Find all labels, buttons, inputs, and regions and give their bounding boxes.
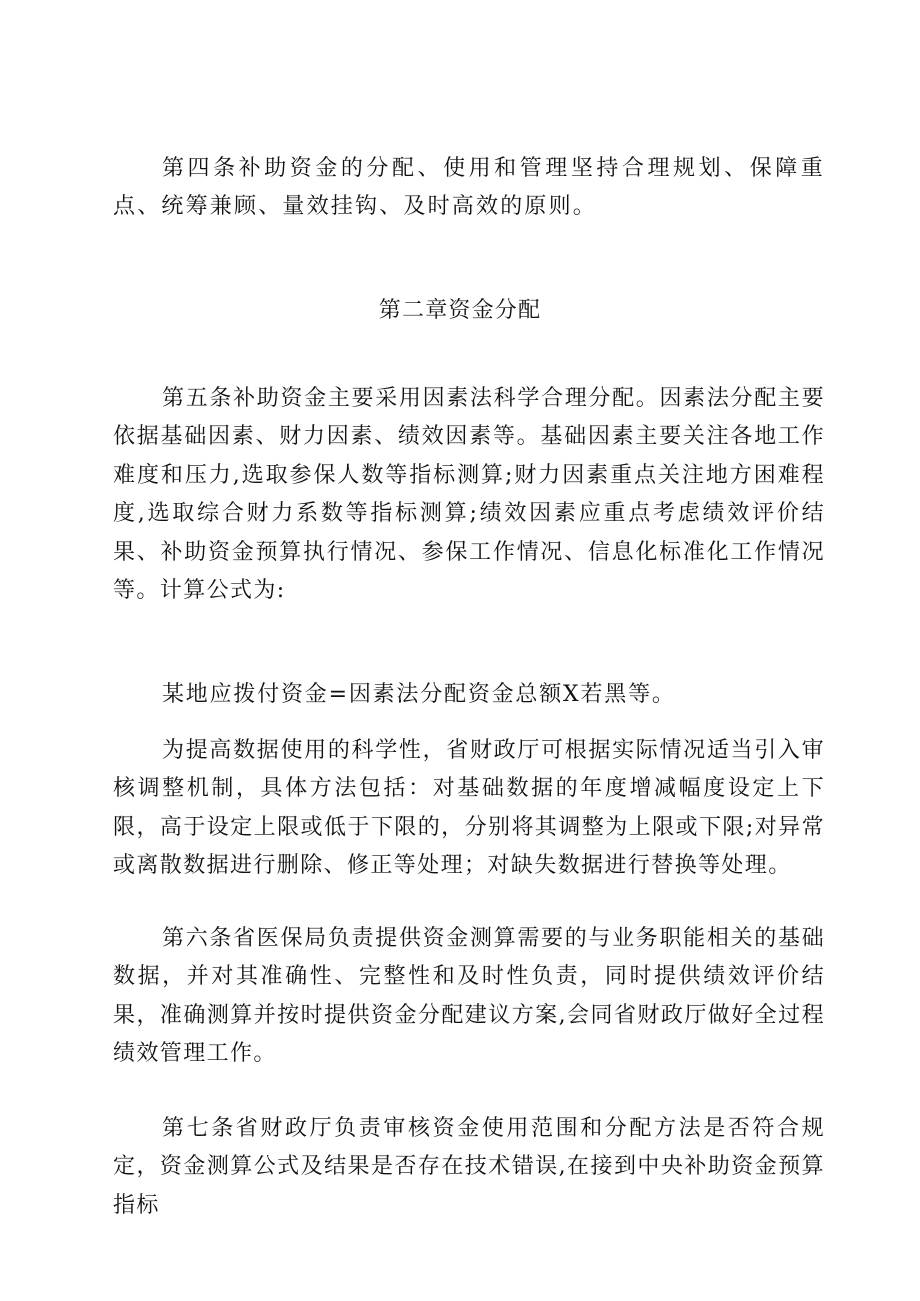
article-6-paragraph: 第六条省医保局负责提供资金测算需要的与业务职能相关的基础数据，并对其准确性、完整性和及时性负责，同时提供绩效评价结果，准确测算并按时提供资金分配建议方案,会同省财政厅做好全过程绩效管理工作。	[113, 926, 825, 1067]
article-7-paragraph: 第七条省财政厅负责审核资金使用范围和分配方法是否符合规定，资金测算公式及结果是否存在技术错误,在接到中央补助资金预算指标	[113, 1116, 825, 1218]
chapter-2-heading: 第二章资金分配	[378, 298, 542, 323]
article-5-paragraph: 第五条补助资金主要采用因素法科学合理分配。因素法分配主要依据基础因素、财力因素、绩效因素等。基础因素主要关注各地工作难度和压力,选取参保人数等指标测算;财力因素重点关注地方困难程度,选取综合财力系数等指标测算;绩效因素应重点考虑绩效评价结果、补助资金预算执行情况、参保工作情况、信息化标准化工作情况等。计算公式为:	[113, 386, 825, 604]
audit-adjustment-paragraph: 为提高数据使用的科学性，省财政厅可根据实际情况适当引入审核调整机制，具体方法包括：对基础数据的年度增减幅度设定上下限，高于设定上限或低于下限的，分别将其调整为上限或下限;对异常或离散数据进行删除、修正等处理；对缺失数据进行替换等处理。	[113, 738, 825, 879]
article-4-paragraph: 第四条补助资金的分配、使用和管理坚持合理规划、保障重点、统筹兼顾、量效挂钩、及时高效的原则。	[113, 156, 825, 220]
formula-paragraph: 某地应拨付资金=因素法分配资金总额X若黑等。	[162, 682, 676, 707]
